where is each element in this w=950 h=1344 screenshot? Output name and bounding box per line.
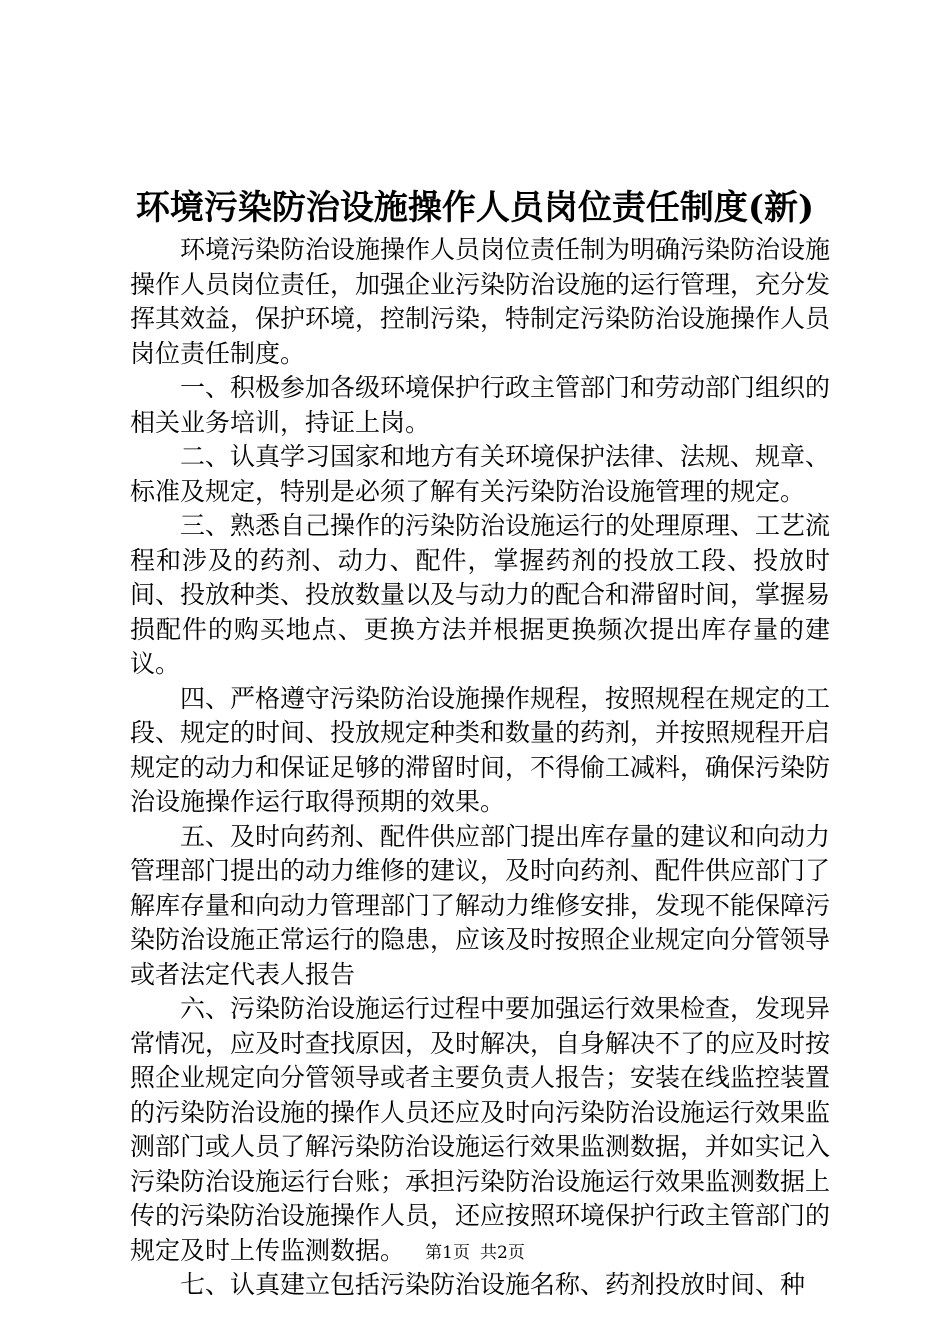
page-footer [0,1241,950,1265]
paragraph-item-5: 五、及时向药剂、配件供应部门提出库存量的建议和向动力管理部门提出的动力维修的建议，及时向药剂、配件供应部门了解库存量和向动力管理部门了解动力维修安排，发现不能保障污染防治设施正常运行的隐患，应该及时按照企业规定向分管领导或者法定代表人报告 [130,821,831,989]
paragraph-item-3: 三、熟悉自己操作的污染防治设施运行的处理原理、工艺流程和涉及的药剂、动力、配件，掌握药剂的投放工段、投放时间、投放种类、投放数量以及与动力的配合和滞留时间，掌握易损配件的购买地点、更换方法并根据更换频次提出库存量的建议。 [130,511,831,678]
paragraph-item-2: 二、认真学习国家和地方有关环境保护法律、法规、规章、标准及规定，特别是必须了解有关污染防治设施管理的规定。 [130,442,831,506]
paragraph-item-1: 一、积极参加各级环境保护行政主管部门和劳动部门组织的相关业务培训，持证上岗。 [130,373,831,437]
paragraph-item-6: 六、污染防治设施运行过程中要加强运行效果检查，发现异常情况，应及时查找原因，及时解决，自身解决不了的应及时按照企业规定向分管领导或者主要负责人报告；安装在线监控装置的污染防治设施的操作人员还应及时向污染防治设施运行效果监测部门或人员了解污染防治设施运行效果监测数据，并如实记入污染防治设施运行台账；承担污染防治设施运行效果监测数据上传的污染防治设施操作人员，还应按照环境保护行政主管部门的规定及时上传监测数据。 [130,994,831,1265]
paragraph-intro: 环境污染防治设施操作人员岗位责任制为明确污染防治设施操作人员岗位责任，加强企业污染防治设施的运行管理，充分发挥其效益，保护环境，控制污染，特制定污染防治设施操作人员岗位责任制度。 [130,235,831,368]
page-total: 共2页 [480,1243,525,1263]
page-number: 第1页 [425,1243,470,1263]
document-body [130,233,830,1303]
paragraph-item-4: 四、严格遵守污染防治设施操作规程，按照规程在规定的工段、规定的时间、投放规定种类和数量的药剂，并按照规程开启规定的动力和保证足够的滞留时间，不得偷工减料，确保污染防治设施操作运行取得预期的效果。 [130,683,831,816]
document-title: 环境污染防治设施操作人员岗位责任制度(新) [135,188,815,228]
paragraph-item-7: 七、认真建立包括污染防治设施名称、药剂投放时间、种 [180,1270,806,1299]
